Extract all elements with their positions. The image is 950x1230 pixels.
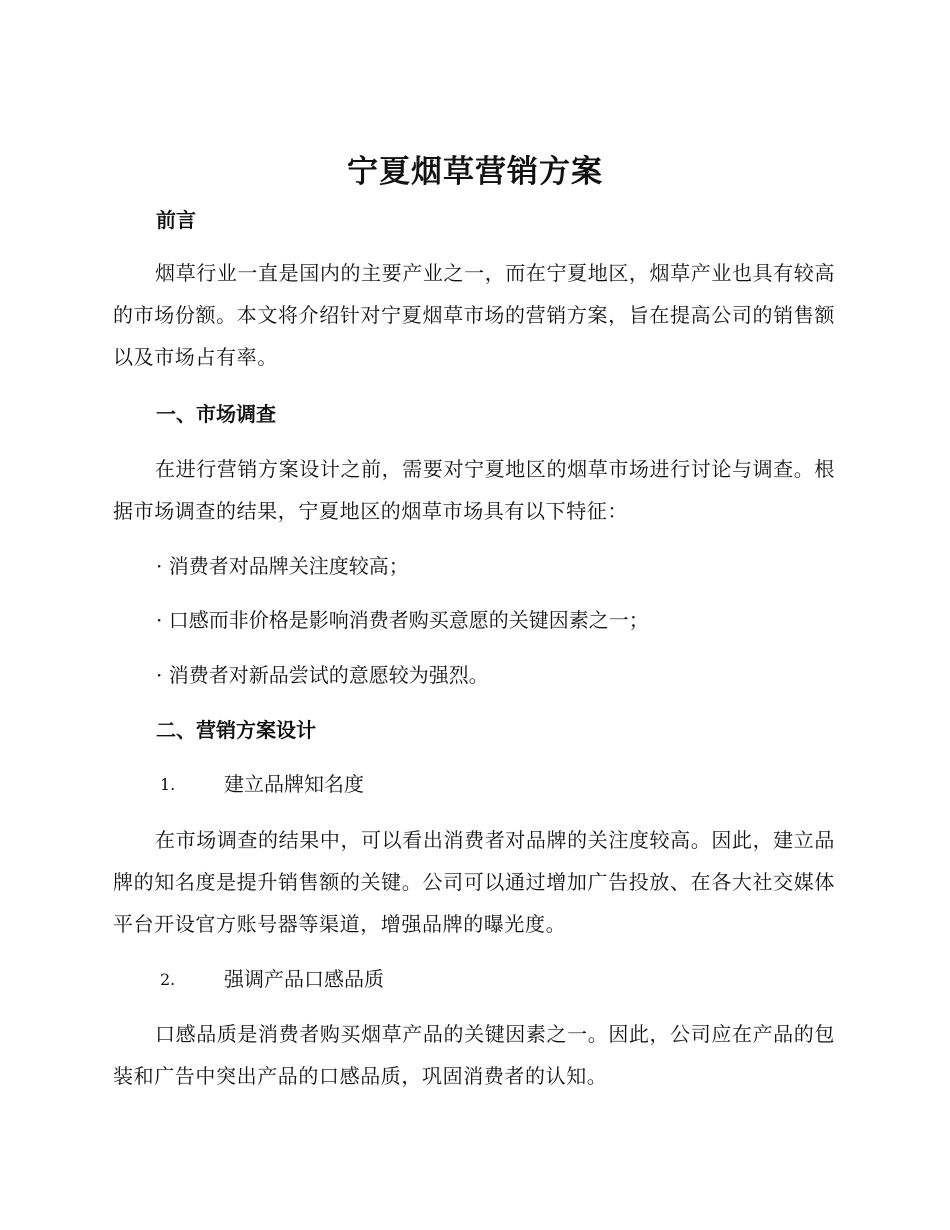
market-bullet-2: · 口感而非价格是影响消费者购买意愿的关键因素之一； [156, 608, 649, 632]
section-heading-market: 一、市场调查 [156, 402, 276, 426]
list-item-title-2: 强调产品口感品质 [224, 967, 384, 991]
section-heading-preface: 前言 [156, 208, 196, 232]
section-heading-design: 二、营销方案设计 [156, 718, 316, 742]
list-number-2: 2. [160, 970, 176, 989]
design-paragraph-1: 在市场调查的结果中，可以看出消费者对品牌的关注度较高。因此，建立品牌的知名度是提升销售额的关键。公司可以通过增加广告投放、在各大社交媒体平台开设官方账号器等渠道，增强品牌的曝光度。 [113, 828, 835, 936]
market-paragraph: 在进行营销方案设计之前，需要对宁夏地区的烟草市场进行讨论与调查。根据市场调查的结果，宁夏地区的烟草市场具有以下特征： [113, 457, 835, 523]
design-paragraph-2: 口感品质是消费者购买烟草产品的关键因素之一。因此，公司应在产品的包装和广告中突出产品的口感品质，巩固消费者的认知。 [113, 1022, 835, 1088]
list-item-title-1: 建立品牌知名度 [224, 772, 364, 796]
market-bullet-1: · 消费者对品牌关注度较高； [156, 554, 409, 578]
document-title: 宁夏烟草营销方案 [347, 154, 603, 190]
market-bullet-3: · 消费者对新品尝试的意愿较为强烈。 [156, 663, 489, 687]
preface-paragraph: 烟草行业一直是国内的主要产业之一，而在宁夏地区，烟草产业也具有较高的市场份额。本文将介绍针对宁夏烟草市场的营销方案，旨在提高公司的销售额以及市场占有率。 [113, 261, 835, 369]
list-number-1: 1. [160, 775, 176, 794]
